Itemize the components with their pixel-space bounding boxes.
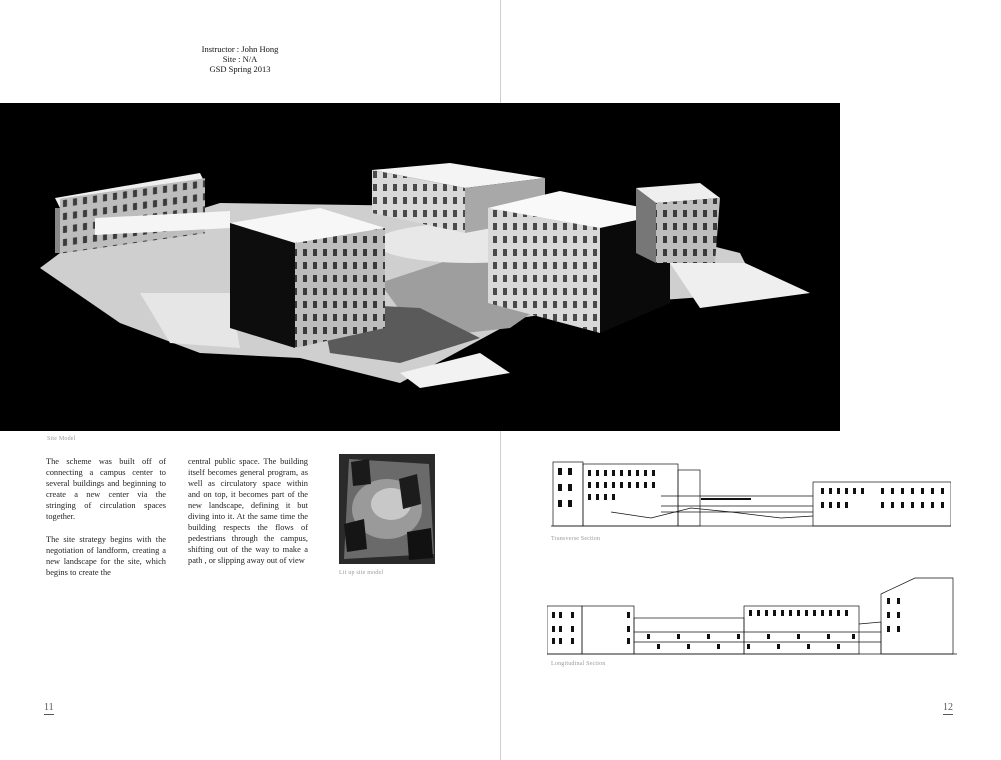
text-column-2 <box>188 456 308 578</box>
page-number-right: 12 <box>943 702 953 713</box>
text-column-1 <box>46 456 166 590</box>
site-model-caption: Site Model <box>47 436 76 442</box>
project-header <box>140 44 340 74</box>
instructor-line: Instructor : John Hong <box>201 44 279 54</box>
site-model-photo <box>0 103 840 431</box>
paragraph-2: The site strategy begins with the negotiation of landform, creating a new landscape for the site, which begins to create the <box>46 535 166 577</box>
longitudinal-section-drawing <box>547 576 957 663</box>
paragraph-1: The scheme was built off of connecting a campus center to several buildings and beginning to create a new center via the stringing of circulation spaces together. <box>46 457 166 521</box>
lit-site-model-image <box>339 454 435 564</box>
paragraph-3: central public space. The building itself becomes general program, as well as circulatory space within and on top, it becomes part of the new landscape, defining it but diving into it. At the same time the building respects the flows of pedestrians through the campus, shifting out of the way to make a path , or slipping away out of view <box>188 457 308 565</box>
site-line: Site : N/A <box>222 54 258 64</box>
longitudinal-section-caption: Longitudinal Section <box>551 661 606 667</box>
transverse-section-caption: Transverse Section <box>551 536 601 542</box>
term-line: GSD Spring 2013 <box>209 64 271 74</box>
page-number-left: 11 <box>44 702 54 713</box>
transverse-section-drawing <box>551 460 951 535</box>
lit-model-caption: Lit up site model <box>339 570 384 576</box>
